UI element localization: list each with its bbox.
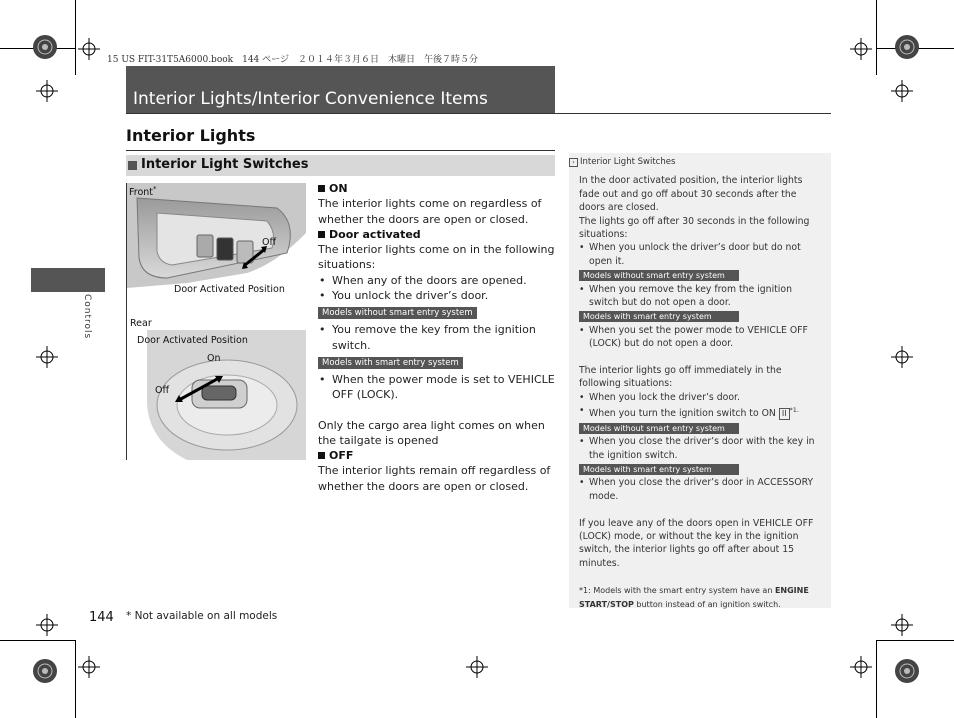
model-tag: Models with smart entry system xyxy=(579,464,739,475)
section-title: Interior Lights xyxy=(126,126,256,145)
model-tag: Models without smart entry system xyxy=(579,270,739,281)
crosshair-icon xyxy=(850,656,872,678)
note-paragraph: If you leave any of the doors open in VEHICLE OFF (LOCK) mode, or without the key in the ignition switch, the interior lights go off after about 15 minutes. xyxy=(579,517,814,569)
body-text xyxy=(318,181,558,494)
crosshair-icon xyxy=(850,38,872,60)
off-heading: OFF xyxy=(329,449,354,463)
side-tab-label: Controls xyxy=(82,294,92,340)
list-item: • You remove the key from the ignition switch. xyxy=(318,322,558,353)
chapter-title: Interior Lights/Interior Convenience Items xyxy=(133,89,488,109)
model-tag: Models with smart entry system xyxy=(318,357,463,369)
crop-mark xyxy=(876,640,877,718)
subsection-title: Interior Light Switches xyxy=(141,157,309,172)
registration-mark-icon xyxy=(30,656,60,686)
rear-label: Rear xyxy=(130,318,152,329)
off-label: Off xyxy=(262,237,277,248)
ignition-on-symbol: II xyxy=(779,408,790,420)
crosshair-icon xyxy=(891,346,913,368)
square-bullet-icon xyxy=(318,452,325,459)
crosshair-icon xyxy=(36,346,58,368)
square-bullet-icon xyxy=(318,185,325,192)
on-label: On xyxy=(207,353,221,364)
divider xyxy=(126,150,555,151)
list-item: • When you remove the key from the ignition switch but do not open a door. xyxy=(579,283,823,310)
crop-mark xyxy=(876,0,877,75)
list-item: • When you turn the ignition switch to ON II $^{*1.}$ xyxy=(579,404,823,421)
front-light-illustration xyxy=(127,183,306,318)
crosshair-icon xyxy=(36,614,58,636)
crop-mark xyxy=(75,640,76,718)
square-bullet-icon xyxy=(128,161,137,170)
registration-mark-icon xyxy=(30,32,60,62)
list-item: • When the power mode is set to VEHICLE OFF (LOCK). xyxy=(318,372,558,403)
list-item: • When you close the driver’s door in ACCESSORY mode. xyxy=(579,476,823,503)
cargo-text: Only the cargo area light comes on when the tailgate is opened xyxy=(318,418,545,447)
list-item: • When you lock the driver’s door. xyxy=(579,391,823,404)
door-activated-heading: Door activated xyxy=(329,227,421,241)
list-item: • You unlock the driver’s door. xyxy=(318,288,558,303)
crosshair-icon xyxy=(466,656,488,678)
on-heading: ON xyxy=(329,182,348,195)
page-number: 144 xyxy=(89,610,114,625)
registration-mark-icon xyxy=(892,656,922,686)
crosshair-icon xyxy=(78,38,100,60)
crop-mark xyxy=(0,640,76,641)
divider xyxy=(126,113,831,114)
off-label: Off xyxy=(155,385,170,396)
reference-icon: › xyxy=(569,158,578,167)
illustration xyxy=(126,183,306,460)
note-paragraph: In the door activated position, the interior lights fade out and go off about 30 seconds after the doors are closed. xyxy=(579,175,803,214)
model-tag: Models without smart entry system xyxy=(579,423,739,434)
registration-mark-icon xyxy=(892,32,922,62)
crosshair-icon xyxy=(891,80,913,102)
model-tag: Models with smart entry system xyxy=(579,311,739,322)
note-heading: Interior Light Switches xyxy=(580,157,676,167)
note-paragraph: The interior lights go off immediately in the following situations: xyxy=(579,365,782,390)
side-tab[interactable] xyxy=(31,268,105,292)
door-activated-label: Door Activated Position xyxy=(174,284,285,295)
list-item: • When any of the doors are opened. xyxy=(318,273,558,288)
note-box xyxy=(569,153,831,608)
door-activated-text: The interior lights come on in the following situations: xyxy=(318,243,555,272)
list-item: • When you close the driver’s door with the key in the ignition switch. xyxy=(579,435,823,462)
note-footnote: *1: Models with the smart entry system have an ENGINE START/STOP button instead of an ignition switch. xyxy=(579,585,809,609)
crosshair-icon xyxy=(891,614,913,636)
on-text: The interior lights come on regardless of whether the doors are open or closed. xyxy=(318,197,542,226)
footnote: * Not available on all models xyxy=(126,610,278,622)
off-text: The interior lights remain off regardless of whether the doors are open or closed. xyxy=(318,464,551,493)
crosshair-icon xyxy=(78,656,100,678)
front-label: Front* xyxy=(129,185,157,199)
square-bullet-icon xyxy=(318,231,325,238)
crosshair-icon xyxy=(36,80,58,102)
crop-mark xyxy=(75,0,76,75)
list-item: • When you unlock the driver’s door but do not open it. xyxy=(579,241,823,268)
note-paragraph: The lights go off after 30 seconds in the following situations: xyxy=(579,215,810,241)
model-tag: Models without smart entry system xyxy=(318,307,477,319)
door-activated-label: Door Activated Position xyxy=(137,335,248,346)
crop-mark xyxy=(876,640,954,641)
list-item: • When you set the power mode to VEHICLE OFF (LOCK) but do not open a door. xyxy=(579,324,823,351)
print-header: 15 US FIT-31T5A6000.book 144 ページ ２０１４年３月６日 木曜日 午後７時５分 xyxy=(107,55,478,65)
